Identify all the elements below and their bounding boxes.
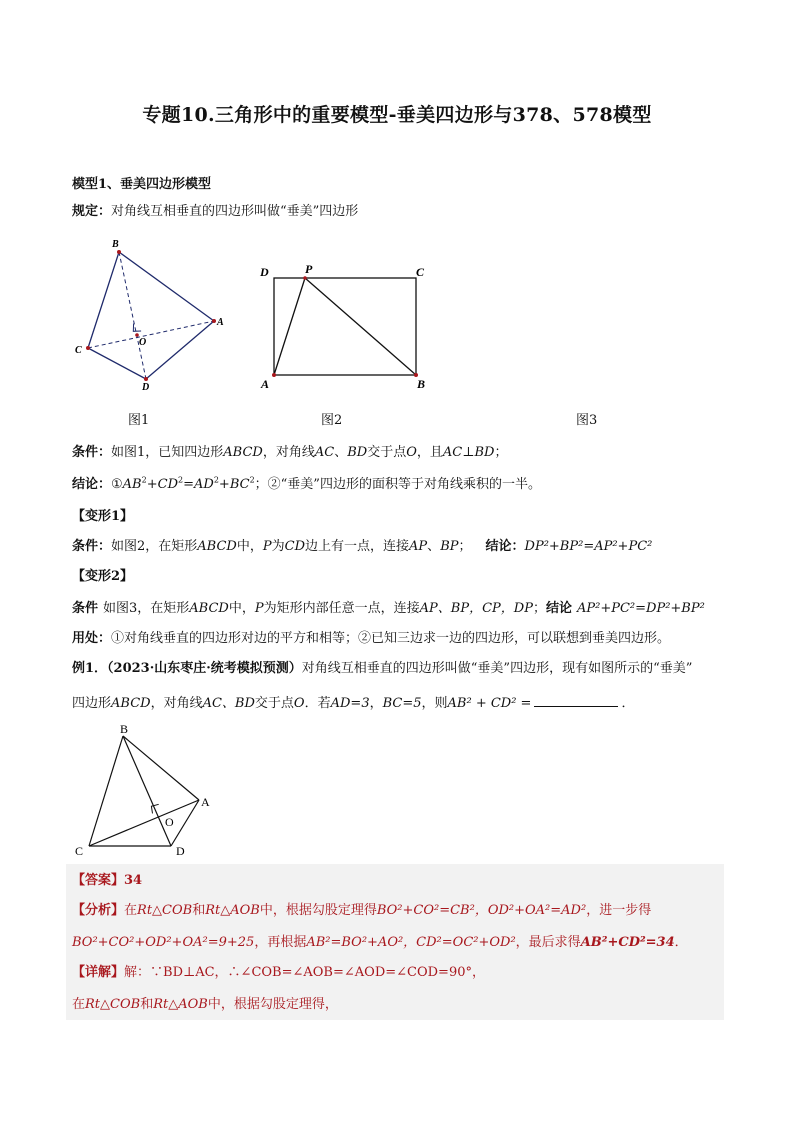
quad-name: ABCD: [223, 445, 263, 460]
condition-text: 为: [271, 539, 285, 554]
example1-line-1: [72, 660, 692, 678]
detail-line-2: [72, 996, 338, 1014]
example-figure-diagram: [72, 720, 222, 862]
condition-text: 边上有一点，连接: [305, 539, 410, 554]
condition-text: ；: [494, 445, 508, 460]
conclusion-text: ；②“垂美”四边形的面积等于对角线乘积的一半。: [254, 477, 541, 492]
variant1-formula: DP²+BP²=AP²+PC²: [524, 539, 653, 554]
point-p: P: [262, 539, 272, 554]
condition-text: 如图3，在矩形: [103, 601, 190, 616]
given-ad: AD=3: [330, 696, 370, 711]
term: BC: [229, 477, 250, 492]
condition-text: 如图1，已知四边形: [111, 445, 224, 460]
example-text: 交于点: [254, 696, 294, 711]
example-text: ，对角线: [150, 696, 203, 711]
analysis-line-2: [72, 934, 688, 952]
analysis-text: ，再根据: [254, 935, 307, 950]
fig1-label-d: D: [142, 382, 150, 393]
condition-text: 如图2，在矩形: [111, 539, 198, 554]
term: CD: [157, 477, 178, 492]
example-text: ．若: [304, 696, 331, 711]
example-text: 四边形: [72, 696, 112, 711]
exponent: 2: [178, 475, 184, 485]
conclusion-label: 结论：: [72, 477, 112, 492]
variant2-line: [72, 600, 705, 618]
page-title: 专题10.三角形中的重要模型-垂美四边形与378、578模型: [142, 104, 652, 126]
analysis-label: 【分析】: [72, 903, 125, 918]
condition-text: ，且: [416, 445, 443, 460]
usage-text: ①对角线垂直的四边形对边的平方和相等；②已知三边求一边的四边形，可以联想到垂美四边形。: [111, 631, 671, 646]
fig2-label-d: D: [260, 265, 269, 279]
target-expression: AB² + CD² =: [447, 696, 532, 711]
quad-name: ABCD: [189, 601, 229, 616]
separator: 、: [427, 539, 441, 554]
figure-3-caption: 图3: [576, 413, 598, 428]
definition-text: 对角线互相垂直的四边形叫做“垂美”四边形: [111, 204, 359, 219]
conclusion-line: [72, 476, 541, 494]
condition-line: [72, 444, 507, 462]
segment-ap: AP: [409, 539, 428, 554]
analysis-formula: AB²=BO²+AO²，CD²=OC²+OD²: [306, 935, 516, 950]
detail-text: 在: [72, 997, 86, 1012]
condition-text: ；: [458, 539, 472, 554]
segments: AP、BP，CP，DP: [419, 601, 533, 616]
analysis-result: AB²+CD²=34: [580, 935, 675, 950]
diagonal-ac: AC: [314, 445, 335, 460]
point-o: O: [293, 696, 305, 711]
example-label-d: D: [176, 844, 185, 858]
example-label-b: B: [120, 722, 129, 736]
conclusion-label: 结论：: [485, 539, 525, 554]
analysis-text: 在: [124, 903, 138, 918]
model1-heading: 模型1、垂美四边形模型: [72, 177, 212, 192]
detail-text: 解：∵BD⊥AC，∴∠COB=∠AOB=∠AOD=∠COD=90°，: [124, 965, 485, 980]
variant1-line: [72, 538, 652, 556]
term: AD: [194, 477, 214, 492]
exponent: 2: [249, 475, 255, 485]
detail-label: 【详解】: [72, 965, 125, 980]
triangle-cob: Rt△COB: [137, 903, 193, 918]
answer-value: 34: [124, 873, 143, 888]
point-o: O: [406, 445, 417, 460]
fig1-label-o: O: [139, 337, 147, 348]
answer-label: 【答案】: [72, 873, 125, 888]
operator: +: [218, 477, 230, 492]
quad-name: ABCD: [197, 539, 237, 554]
condition-label: 条件：: [72, 445, 112, 460]
operator: =: [183, 477, 194, 492]
given-bc: BC=5: [382, 696, 422, 711]
fig2-label-c: C: [416, 265, 425, 279]
example-label-c: C: [75, 844, 84, 858]
example-label: 例1．（2023·山东枣庄·统考模拟预测）: [72, 661, 302, 676]
fig1-label-b: B: [112, 239, 119, 250]
analysis-text: 中，根据勾股定理得: [259, 903, 377, 918]
fig2-label-p: P: [305, 262, 313, 276]
example-text: ．: [621, 696, 635, 711]
fig1-label-a: A: [217, 317, 224, 328]
figure-1-caption: 图1: [128, 413, 150, 428]
condition-text: 中，: [228, 601, 255, 616]
detail-line-1: [72, 964, 485, 982]
example-text: ，则: [421, 696, 448, 711]
triangle-aob: Rt△AOB: [205, 903, 260, 918]
answer-blank[interactable]: [534, 694, 618, 707]
analysis-text: 和: [192, 903, 206, 918]
triangle-cob: Rt△COB: [85, 997, 141, 1012]
exponent: 2: [213, 475, 219, 485]
definition-label: 规定：: [72, 204, 112, 219]
detail-text: 中，根据勾股定理得，: [207, 997, 338, 1012]
conclusion-label: 结论: [545, 601, 572, 616]
segment-bp: BP: [440, 539, 459, 554]
condition-label: 条件: [72, 601, 99, 616]
example-text: 对角线互相垂直的四边形叫做“垂美”四边形，现有如图所示的“垂美”: [301, 661, 693, 676]
answer-line: [72, 872, 142, 890]
separator: 、: [334, 445, 348, 460]
variant2-formula: AP²+PC²=DP²+BP²: [576, 601, 705, 616]
condition-text: ；: [532, 601, 546, 616]
item-marker: ①: [111, 477, 123, 492]
usage-line: [72, 630, 670, 648]
diagonal-bd: BD: [347, 445, 368, 460]
detail-text: 和: [140, 997, 154, 1012]
figure-2-caption: 图2: [321, 413, 343, 428]
condition-text: ，对角线: [262, 445, 315, 460]
fig2-label-a: A: [261, 377, 270, 391]
figure-1-diagram: [70, 236, 230, 394]
analysis-text: ，进一步得: [586, 903, 652, 918]
exponent: 2: [141, 475, 147, 485]
example-label-a: A: [201, 795, 210, 809]
diagonals: AC、BD: [202, 696, 255, 711]
condition-text: 交于点: [367, 445, 407, 460]
usage-label: 用处：: [72, 631, 112, 646]
figure-2-diagram: [256, 260, 436, 394]
term: AB: [122, 477, 142, 492]
variant2-heading: 【变形2】: [72, 569, 134, 584]
example-label-o: O: [165, 815, 174, 829]
analysis-text: ．: [674, 935, 688, 950]
variant1-heading: 【变形1】: [72, 509, 134, 524]
condition-text: 中，: [236, 539, 263, 554]
triangle-aob: Rt△AOB: [153, 997, 208, 1012]
analysis-text: ，最后求得: [515, 935, 581, 950]
quad-name: ABCD: [111, 696, 151, 711]
analysis-line-1: [72, 902, 651, 920]
example1-line-2: [72, 694, 634, 713]
perpendicular-relation: AC⊥BD: [442, 445, 495, 460]
point-p: P: [254, 601, 264, 616]
separator: ，: [369, 696, 383, 711]
fig2-label-b: B: [417, 377, 426, 391]
analysis-formula: BO²+CO²=CB²，OD²+OA²=AD²: [376, 903, 587, 918]
side-cd: CD: [284, 539, 306, 554]
fig1-label-c: C: [75, 345, 82, 356]
operator: +: [146, 477, 158, 492]
condition-text: 为矩形内部任意一点，连接: [263, 601, 420, 616]
definition-line: [72, 203, 358, 221]
analysis-formula: BO²+CO²+OD²+OA²=9+25: [72, 935, 255, 950]
condition-label: 条件：: [72, 539, 112, 554]
